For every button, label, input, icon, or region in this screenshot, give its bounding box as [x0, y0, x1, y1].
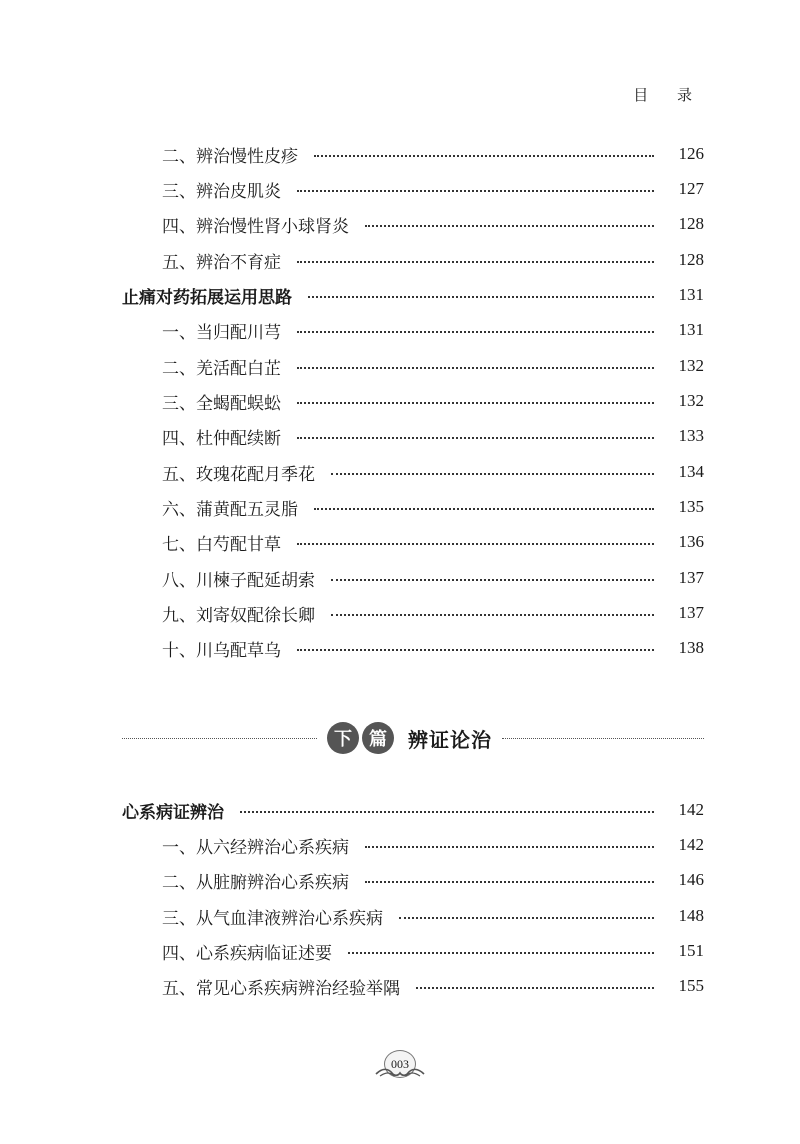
toc-entry[interactable] [0, 315, 800, 345]
toc-entry[interactable] [0, 865, 800, 895]
toc-entry-label: 八、川楝子配延胡索 [162, 570, 315, 591]
toc-entry-page: 148 [678, 906, 704, 925]
dot-leader [314, 155, 654, 157]
toc-entry[interactable] [0, 795, 800, 825]
dot-leader [297, 331, 654, 333]
dot-leader [348, 952, 654, 954]
dot-leader [331, 614, 654, 616]
toc-entry-page: 132 [678, 391, 704, 410]
dot-leader [297, 367, 654, 369]
banner-left-rule [122, 738, 317, 739]
dot-leader [308, 296, 654, 298]
part-badge-second: 篇 [362, 722, 394, 754]
toc-entry[interactable] [0, 421, 800, 451]
toc-entry-page: 146 [678, 870, 704, 889]
toc-entry-page: 138 [678, 638, 704, 657]
toc-entry-label: 九、刘寄奴配徐长卿 [162, 605, 315, 626]
toc-entry-label: 四、杜仲配续断 [162, 428, 281, 449]
toc-entry[interactable] [0, 139, 800, 169]
toc-entry-label: 一、从六经辨治心系疾病 [162, 837, 349, 858]
toc-entry-page: 134 [678, 462, 704, 481]
header-title: 目 录 [633, 86, 704, 104]
toc-entry-label: 四、心系疾病临证述要 [162, 943, 332, 964]
dot-leader [297, 543, 654, 545]
toc-entry-page: 128 [678, 250, 704, 269]
toc-entry-label: 五、玫瑰花配月季花 [162, 464, 315, 485]
dot-leader [416, 987, 654, 989]
toc-entry[interactable] [0, 386, 800, 416]
toc-entry[interactable] [0, 245, 800, 275]
toc-entry-page: 142 [678, 835, 704, 854]
toc-entry[interactable] [0, 598, 800, 628]
toc-entry[interactable] [0, 457, 800, 487]
section-banner [122, 720, 704, 756]
toc-entry[interactable] [0, 830, 800, 860]
toc-entry[interactable] [0, 492, 800, 522]
toc-entry-label: 二、羌活配白芷 [162, 358, 281, 379]
dot-leader [365, 846, 654, 848]
toc-entry-page: 136 [678, 532, 704, 551]
dot-leader [297, 649, 654, 651]
toc-entry-page: 131 [678, 285, 704, 304]
banner-right-rule [502, 738, 704, 739]
toc-entry[interactable] [0, 174, 800, 204]
toc-entry-label: 五、辨治不育症 [162, 252, 281, 273]
page-number: 003 [384, 1050, 416, 1078]
footer-ornament-icon [374, 1066, 426, 1080]
dot-leader [365, 881, 654, 883]
toc-entry-label: 十、川乌配草乌 [162, 640, 281, 661]
toc-entry[interactable] [0, 563, 800, 593]
section-title: 辨证论治 [408, 727, 492, 752]
toc-entry-label: 六、蒲黄配五灵脂 [162, 499, 298, 520]
dot-leader [314, 508, 654, 510]
toc-entry-label: 五、常见心系疾病辨治经验举隅 [162, 978, 400, 999]
toc-entry-label: 三、从气血津液辨治心系疾病 [162, 908, 383, 929]
toc-entry-page: 127 [678, 179, 704, 198]
toc-entry-page: 133 [678, 426, 704, 445]
toc-entry[interactable] [0, 633, 800, 663]
dot-leader [297, 437, 654, 439]
toc-entry-page: 137 [678, 603, 704, 622]
toc-entry-label: 三、辨治皮肌炎 [162, 181, 281, 202]
dot-leader [399, 917, 654, 919]
toc-entry[interactable] [0, 936, 800, 966]
toc-entry-page: 131 [678, 320, 704, 339]
toc-entry[interactable] [0, 209, 800, 239]
dot-leader [297, 261, 654, 263]
toc-entry[interactable] [0, 901, 800, 931]
toc-entry[interactable] [0, 351, 800, 381]
toc-entry[interactable] [0, 971, 800, 1001]
toc-entry-page: 137 [678, 568, 704, 587]
toc-entry-page: 151 [678, 941, 704, 960]
dot-leader [240, 811, 654, 813]
toc-entry-label: 一、当归配川芎 [162, 322, 281, 343]
dot-leader [365, 225, 654, 227]
toc-entry[interactable] [0, 280, 800, 310]
dot-leader [331, 473, 654, 475]
dot-leader [331, 579, 654, 581]
toc-entry-page: 128 [678, 214, 704, 233]
toc-entry-label: 二、辨治慢性皮疹 [162, 146, 298, 167]
toc-entry[interactable] [0, 527, 800, 557]
toc-entry-page: 135 [678, 497, 704, 516]
dot-leader [297, 402, 654, 404]
dot-leader [297, 190, 654, 192]
toc-entry-page: 142 [678, 800, 704, 819]
toc-entry-label: 心系病证辨治 [122, 802, 224, 823]
toc-entry-label: 二、从脏腑辨治心系疾病 [162, 872, 349, 893]
toc-entry-page: 126 [678, 144, 704, 163]
toc-entry-label: 四、辨治慢性肾小球肾炎 [162, 216, 349, 237]
toc-entry-page: 132 [678, 356, 704, 375]
toc-entry-label: 三、全蝎配蜈蚣 [162, 393, 281, 414]
part-badge-first: 下 [327, 722, 359, 754]
toc-entry-label: 七、白芍配甘草 [162, 534, 281, 555]
toc-entry-page: 155 [678, 976, 704, 995]
toc-entry-label: 止痛对药拓展运用思路 [122, 287, 292, 308]
